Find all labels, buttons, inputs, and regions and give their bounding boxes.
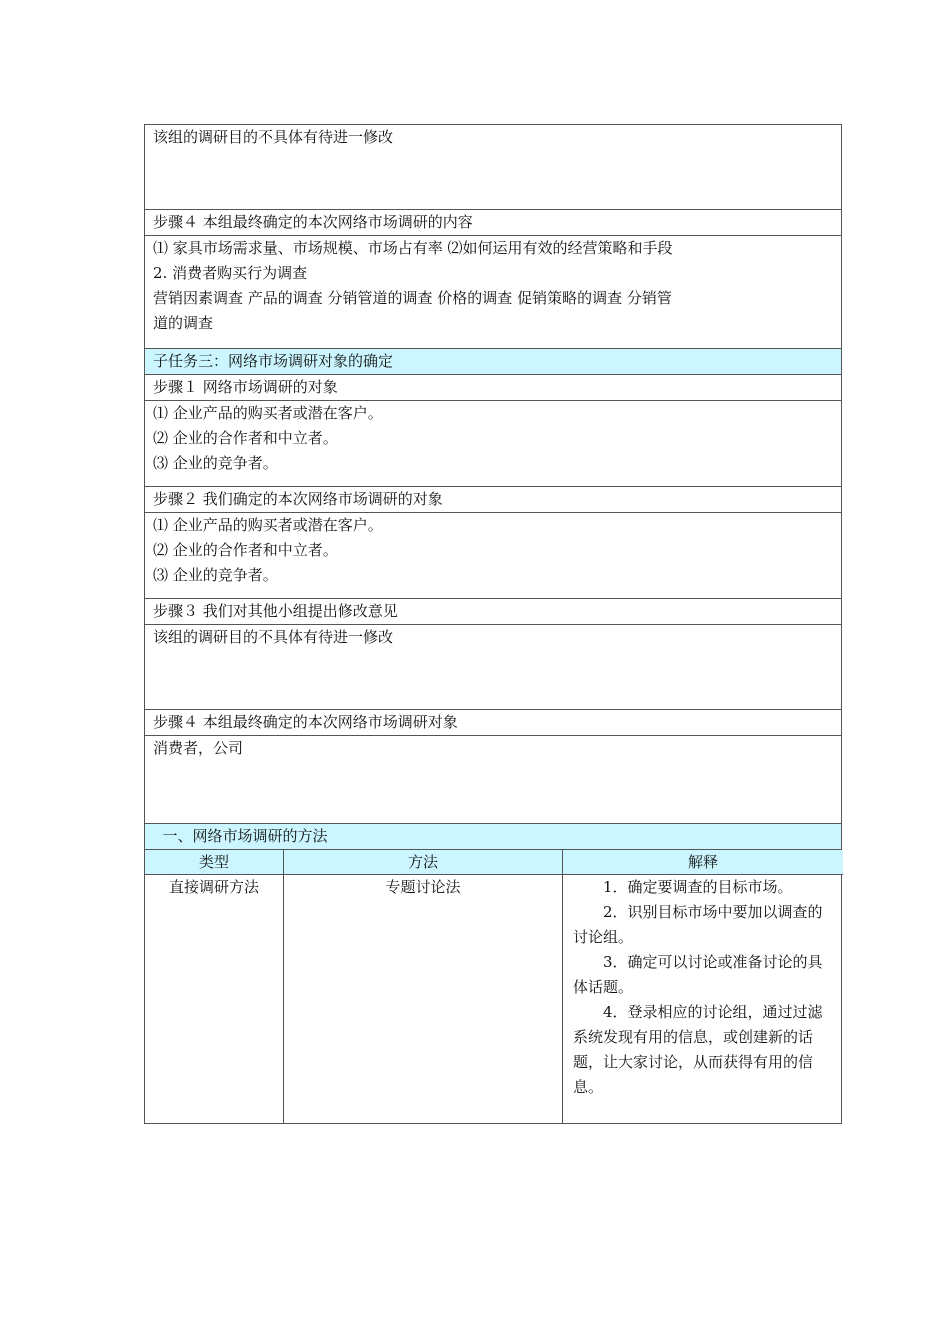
explanation-item: 4．登录相应的讨论组，通过过滤系统发现有用的信息，或创建新的话题，让大家讨论，从而获得有用的信息。 [573, 1003, 823, 1096]
list-item: ⑵ 企业的合作者和中立者。 [153, 429, 338, 447]
research-content-cell [144, 236, 842, 349]
step2-list [144, 513, 842, 599]
document-table [144, 124, 842, 1124]
list-item: ⑴ 企业产品的购买者或潜在客户。 [153, 404, 383, 422]
type-text: 直接调研方法 [168, 878, 259, 896]
list-item: ⑴ 企业产品的购买者或潜在客户。 [153, 516, 383, 534]
explanation-item: 2．识别目标市场中要加以调查的讨论组。 [573, 903, 823, 946]
subtask3-header [144, 349, 842, 375]
step4-target-text: 消费者，公司 [153, 739, 244, 757]
explanation-item: 1．确定要调查的目标市场。 [603, 878, 793, 896]
step1-title: 步骤１ 网络市场调研的对象 [153, 378, 338, 396]
step3-title: 步骤３ 我们对其他小组提出修改意见 [153, 602, 398, 620]
explanation-item: 3．确定可以讨论或准备讨论的具体话题。 [573, 953, 823, 996]
method-text: 专题讨论法 [385, 878, 461, 896]
column-header-type: 类型 [145, 850, 284, 875]
content-line: ⑴ 家具市场需求量、市场规模、市场占有率 ⑵如何运用有效的经营策略和手段 [153, 239, 673, 257]
step2-header [144, 487, 842, 513]
list-item: ⑵ 企业的合作者和中立者。 [153, 541, 338, 559]
method-cell [284, 875, 563, 1123]
explanation-cell [563, 875, 843, 1123]
methods-header [144, 824, 842, 850]
step1-list [144, 401, 842, 487]
content-line: 营销因素调查 产品的调查 分销管道的调查 价格的调查 促销策略的调查 分销管 [153, 289, 672, 307]
step4-content-title: 步骤４ 本组最终确定的本次网络市场调研的内容 [153, 213, 473, 231]
step1-header [144, 375, 842, 401]
step3-text: 该组的调研目的不具体有待进一修改 [153, 628, 394, 646]
step4-target-cell [144, 736, 842, 824]
column-header-explanation: 解释 [563, 850, 843, 875]
methods-title: 一、网络市场调研的方法 [153, 827, 328, 845]
type-cell [145, 875, 284, 1123]
content-line: 2. 消费者购买行为调查 [153, 264, 308, 282]
content-line: 道的调查 [153, 314, 214, 332]
feedback-text: 该组的调研目的不具体有待进一修改 [153, 128, 394, 146]
step2-title: 步骤２ 我们确定的本次网络市场调研的对象 [153, 490, 443, 508]
step3-header [144, 599, 842, 625]
step4-content-header [144, 210, 842, 236]
step4-target-title: 步骤４ 本组最终确定的本次网络市场调研对象 [153, 713, 458, 731]
list-item: ⑶ 企业的竞争者。 [153, 454, 278, 472]
methods-table [144, 850, 842, 1124]
step3-cell [144, 625, 842, 710]
step4-target-header [144, 710, 842, 736]
subtask3-title: 子任务三：网络市场调研对象的确定 [153, 352, 394, 370]
list-item: ⑶ 企业的竞争者。 [153, 566, 278, 584]
column-header-method: 方法 [284, 850, 563, 875]
feedback-cell [144, 124, 842, 210]
